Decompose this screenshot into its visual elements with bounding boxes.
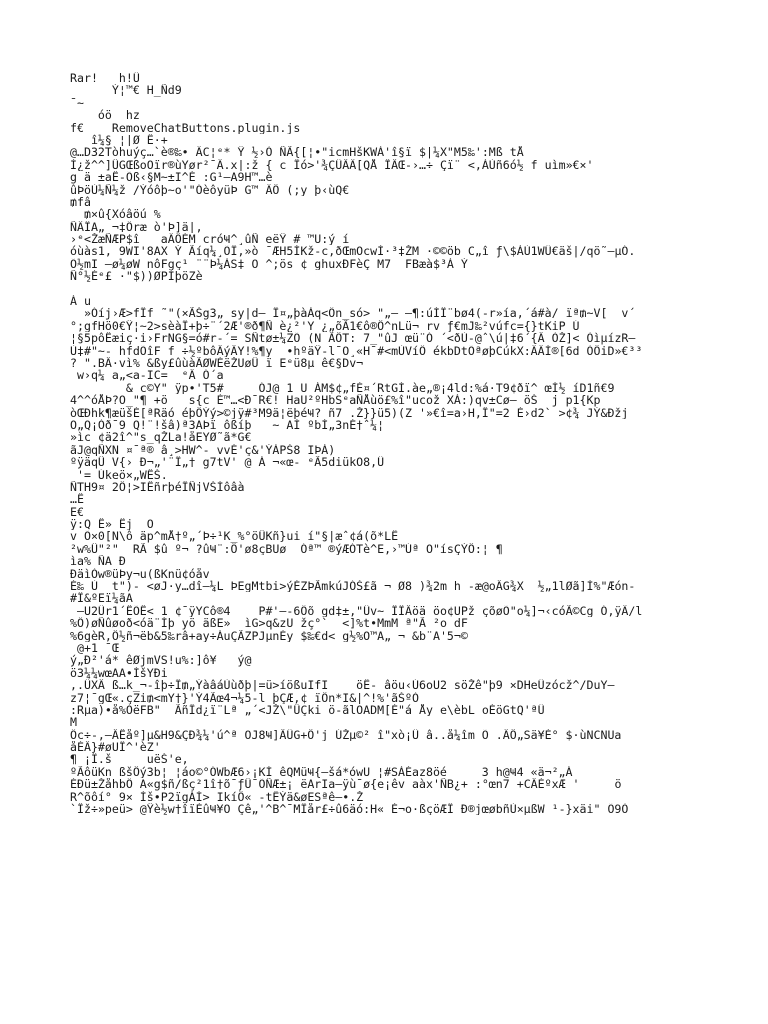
document-line: –U2Ûr1´ÊÕÊ< 1 ¢¯ÿYCô®4 P#'—-6Ôõ gd‡±,"Ûv~ ÏÏÂöä öo¢UPž çõøÕ"o¼]¬‹cóÃ©Cg Ó,ÿÄ/l: [70, 604, 643, 618]
document-line: »ìc ¢ä2î^"s_qŽLa!åEYØ˜ã*G€: [70, 431, 252, 444]
document-line: ý„Ð²'á* êØjmVS!u%:]ô¥ ý@: [70, 654, 252, 667]
document-line: ? ".BÂ·vì% &ßy£ûùàÃØWÉëŽUøÜ ï Eᵉü8µ ê€§Dv¬: [70, 356, 364, 370]
document-line: :Rµa)•å%ÒëFB" ÃñÎd¿ï¨Lª „´<JŽ\"ÜÇki ö-ãlOADM[É"á Åy e\èbL oÉöGtQ'ªÛ: [70, 703, 545, 717]
document-line: Ñ°½Éᵉ£ ·"$))ØPÍþöZè: [70, 270, 203, 283]
document-line: ¯~: [70, 96, 84, 110]
document-line: @+1 ¯Œ: [70, 641, 119, 655]
document-line: Ý¦™€ H_Ñd9: [70, 84, 182, 97]
document-line: M: [70, 716, 77, 729]
document-line: É‰ Ù t")- <øJ·y…dî–¼L ÞEgMtbi>ýÉZÞÃmkúJÓŠ£ã ¬ Ø8 )¾2m h -æ@oÂG¾X ½„1lØã]Ì%"Æón-: [70, 580, 636, 593]
document-line: ºÿäqÜ V{› Ð¬„'¨Ï„† g7tV' @ Á ¬«œ- ᵉÃ5diükO8,Û: [70, 456, 385, 469]
document-line: ÑÄÏA„ ¬‡Ôræ ò'Þ]ä|,: [70, 220, 203, 234]
document-line: ¶ ¡Ï.š uëŠ'e,: [70, 753, 189, 766]
document-line: `Îž÷»peü> @Ÿè½w†îïÈûҸ¥O Çê„'^B^¯MÏår£÷û6äó:H« È¬o·ßçöÆÏ Ð®jœøbñÙ×µßW ¹-}xäi" Õ9Ò: [70, 803, 629, 816]
document-line: òŒÐhk¶æüšÉ[ªRäó éþÖÝý>©jÿ#³M9ä¦ëþéҸ? ñ7 .Ž}}ü5)(Z '»€î=a›H,Î"=2 È›d2` >¢¾ JÝ&Ðžj: [70, 406, 629, 419]
document-line: Ôc÷-,—ÂÊåº]µ&H9&ÇÐ¾¼'ú^ª OJ8Ҹ]ÂÛG+Ö'j ÚŽµ©² î"xò¡Û â..å¼îm Õ .ÄÖ„Sä¥È° $·ùNCNUa: [70, 728, 622, 742]
document-line: R^õôí° 9× Ìš•P2ïgÁÍ> IkíÖ« -tÊÝä&øESªê—•.Ž: [70, 790, 364, 804]
document-line: óö hz: [70, 109, 140, 122]
document-line: #Ï&ºEï¼ãA: [70, 592, 133, 605]
document-line: ö3¼¼wœAA•ÌšYÐi: [70, 666, 168, 680]
document-line: %6gèR,Ö½ñ¬ëb&5‰râ+ay÷ÁuÇÃZPJµnÈy $‰€d< g½%O™A„ ¬ &b¨A'5¬©: [70, 629, 468, 642]
document-line: z7¦¯gŒ«.çZi₥<mY†}'Ý4Ãœ4¬¼5-l þÇÆ,¢ ïÖn*I&|^!%'ãŠºÒ: [70, 691, 420, 704]
document-line: Rar! h!Û: [70, 72, 140, 85]
document-line: ÐäìÒw®üÞy¬u(ßKnü¢óåv: [70, 567, 210, 581]
document-line: ¦§5pôÊæiç·i›FrNG§=ó#r-´= SÑtø±¼ZÕ (N ÃÖT: 7_"ûJ œü¨Ó ´<ðÙ-@ˆ\ú|‡6´{Â ÒŽ]< ÒìµízR–: [70, 332, 636, 345]
document-text-area: [70, 72, 762, 1024]
document-line: °;gfHö0€Ÿ¦~2>sèàÏ+þ÷¨´2Æ'®ð¶Ñ è¿²'Y ¿„õÃ1€ô®Ö^nLü¬ rv ƒ€mJ‰²vúfc={}tKiP Ú: [70, 319, 580, 333]
document-line: 4^^óÅÞ?O_"¶ +ö s{c È™…<Ð¯R€! HaU²ºHbSᵉaÑÅùö£%î"ucož XÀ:)qv±Cø– öŠ j p1{Kp: [70, 394, 601, 407]
document-line: %Ô)øÑûøoð<óä¨Íþ yö äßE» ìG>q&zU žç°` <]%t•MmM ª"Ã ²o dF: [70, 617, 468, 630]
document-line: »Óíj›Æ>fÏf ˜"(×ÃŠg3„ sy|d— Ï¤„þàÀq<Ôn_só> "„– –¶:úÍÏ¨bø4(-r»ía,´á#à/ ïª₥~V[ v´: [70, 307, 636, 320]
document-line: E€: [70, 505, 84, 519]
document-line: ,.ÛXÄ ß…k_¬-îþ÷Ï₥„ÝàâáÙùðþ|=ü>íößuIfI öË- âöu‹Ú6oU2 söŽê"þ9 ×DHeÛzócž^/DuY–: [70, 679, 615, 692]
document-line: ìa% ÑA Ð: [70, 555, 126, 568]
document-line: f€ RemoveChatButtons.plugin.js: [70, 121, 301, 134]
document-line: ÿ:Q Ê» Ëj O: [70, 518, 154, 531]
document-line: & c©Y" ÿp•'T5# ÓJ@ 1 U ÁM$¢„fÈ¤´RtGÍ.àe„®¡4ld:%á·T9¢ðï^ œÍ½ íD1ñ€9: [70, 381, 615, 395]
document-line: ₥fâ: [70, 195, 91, 209]
document-line: ÉÐü±ŽåhbÔ A«g$ñ/ßç²1î†õ¯ƒÜ¯ÕÑÆ±¡ ëArIa—ÿù¯ø{e¡êv aàx'ÑB¿+ :°œn7 +CÂÈºxÆ ' ö: [70, 778, 622, 791]
document-line: ₥×û{Xóâöú %: [70, 208, 161, 221]
document-line: Á u: [70, 295, 91, 308]
document-line: ºÃôüKn_ßšÖý3b¦ ¦áo©°ÓWbÆ6›¡KÍ êQMüҸ{–šá*ówU ¦#SÀÉaz8öé 3 h@Ҹ4 «ä¬²„Á: [70, 765, 573, 779]
document-line: Õ½mI –ø¼øW nôFgç¹ ¨¨Þ¼ÀS‡ O ^;ös ¢ ghuxÐFèÇ M7 FBæà$³À Ý: [70, 257, 468, 271]
document-line: [70, 283, 762, 295]
document-line: @…D32Tòhuýç…`è®‰• ÄC¦ᵉ* Ÿ ½›Ò ÑÃ{[¦•"icmHšKWÀ'î§ï $|¼X"M5‰':Mß tÅ: [70, 146, 524, 159]
document-line: Ì¿ž^^]ÜGŒßoOïr®ùYør²¯Ä.x|:ž { c Îó>'¾ÇÛÂÄ[QÅ ÎÂŒ-›…÷ Çï¨ <,ÀÙñ6ó½ f uìm»€×': [70, 158, 594, 172]
document-line: v Õ×0[N\ô äp^mÅ†º„´Þ÷¹K_%°öÜKñ}ui í"§|æˆ¢á(õ*LË: [70, 530, 399, 543]
document-line: w›q¼ a„<a-IC= ᵉÂ Ó´a: [70, 369, 224, 382]
document-line: óùàs1, 9WI'8AX Ý Ãíq¼¸ÕÏ,»ò ¯ÆH5ÍKž-c,ðŒmOcwÌ·³‡ŽM ·©©öb C„î ƒ\$ÀÙ1WÛ€äš|/qö˜–µÓ.: [70, 245, 636, 258]
document-line: ²w%Ü"²" RÃ $û º¬ ?ûҸ¨:Ö'ø8çBUø Óª™ ®ýÆÓTè^E,›™Úª O"ísÇÝÖ:¦ ¶: [70, 542, 503, 556]
document-line: O„Q¡Òð¯9 Q!¨!šâ)ª3AÞï ôßíþ ~ AÌ ºbÍ„3nÉ†ˆ¼¦: [70, 418, 385, 432]
document-line: ûÞöÙ¼Ñ¼ž_/Ýóôþ~o'"ÓèôyüÞ_G™ ÄÖ (;y þ‹ùQ€: [70, 183, 350, 196]
document-line: åÉÂ}#øUÏ^'èZ': [70, 741, 161, 754]
document-line: ãJ@qÑXN ¤¯ª® â¸>HW^- vvÉ'ç&'ÝÀPŠ8 IÞÀ): [70, 443, 336, 457]
document-line: î¼§ ¦|Ø Ê·+: [70, 133, 168, 147]
document-line: …Ê: [70, 493, 84, 506]
document-line: '= Úkeö×„WÊŠ.: [70, 468, 168, 481]
document-line: Ù‡#"~- hfdÕîF f_÷½ºbôÂýÂY!%¶y •hºäŸ-l¯O¸«Ηˉ#<mÙVíÔ ékbDtÕªøþCúkX:ÄÄÍ®[6d ÒÖiD»€³³: [70, 344, 643, 357]
document-line: ›ᵉ<ŽæÑÆP$î aÄÖÉM_cróҸ^¸ûÑ eëŸ # ™U:ý í: [70, 233, 350, 246]
document-line: g ä ±aÊ-Õß‹§M~±I^É :G¹–A9H™…è: [70, 171, 273, 184]
document-line: ÑTH9¤ 2Ö¦>IÊñrþéÎÑjVŠÍôâà: [70, 480, 245, 494]
